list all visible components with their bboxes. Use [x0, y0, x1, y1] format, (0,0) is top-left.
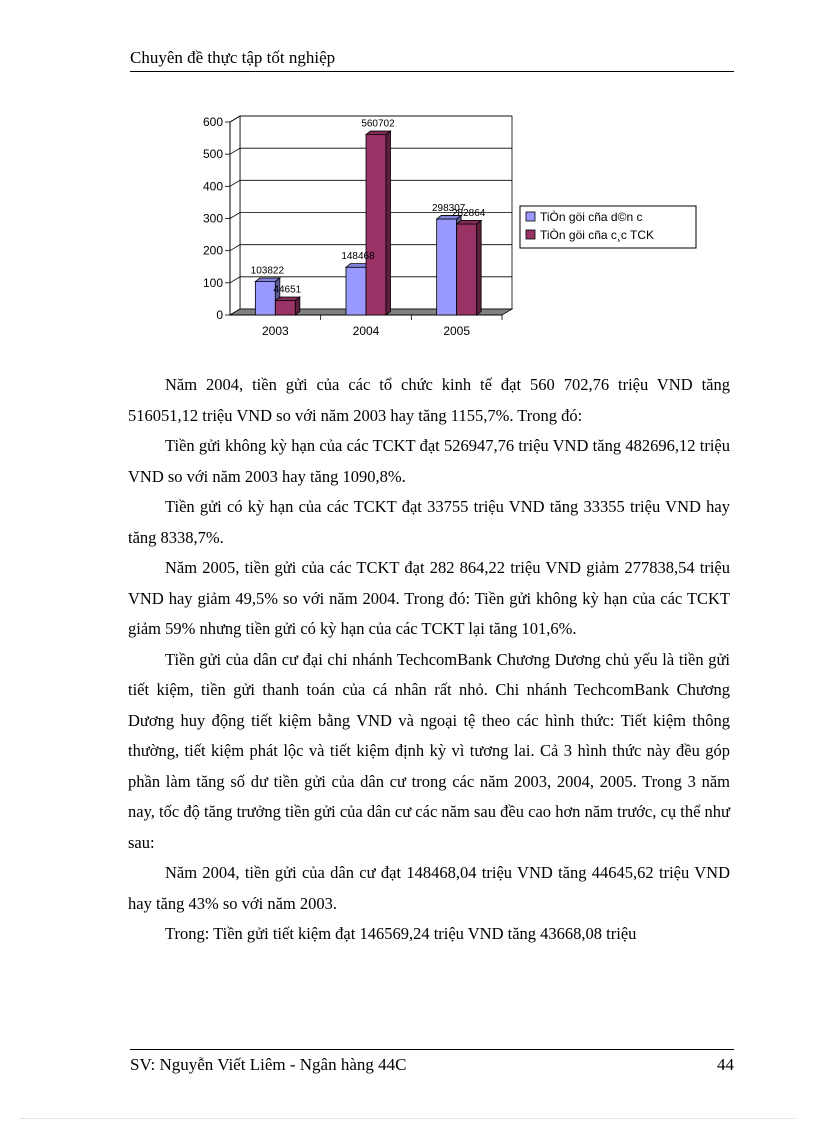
data-label: 560702 — [361, 118, 395, 130]
y-tick-label: 200 — [202, 243, 223, 258]
data-label: 44651 — [273, 284, 302, 296]
bar-0-2004 — [346, 267, 366, 315]
bar-0-2003 — [255, 282, 275, 315]
x-tick-label: 2004 — [352, 324, 380, 338]
paragraph: Năm 2005, tiền gửi của các TCKT đạt 282 864,22 triệu VND giảm 277838,54 triệu VND hay giảm 49,5% so với năm 2004. Trong đó: Tiền gửi không kỳ hạn của các TCKT giảm 59% nhưng tiền gửi có kỳ hạn của các TCKT lại tăng 101,6%. — [128, 558, 730, 638]
body-text — [128, 370, 730, 950]
header-divider — [130, 71, 734, 72]
x-tick-label: 2005 — [443, 324, 471, 338]
x-tick-label: 2003 — [261, 324, 289, 338]
legend-swatch — [526, 212, 535, 221]
data-label: 103822 — [250, 265, 285, 277]
footer-divider — [130, 1049, 734, 1050]
bar-side-1-2005 — [477, 220, 482, 315]
bar-1-2003 — [275, 301, 295, 315]
paragraph: Tiền gửi không kỳ hạn của các TCKT đạt 526947,76 triệu VND tăng 482696,12 triệu VND so với năm 2003 hay tăng 1090,8%. — [128, 436, 730, 486]
chart-legend — [520, 206, 696, 248]
bar-0-2005 — [437, 219, 457, 315]
deposit-bar-chart — [190, 110, 710, 340]
paragraph: Năm 2004, tiền gửi của các tổ chức kinh tế đạt 560 702,76 triệu VND tăng 516051,12 triệu VND so với năm 2003 hay tăng 1155,7%. Trong đó: — [128, 375, 730, 425]
bar-side-1-2004 — [386, 131, 391, 315]
bar-1-2005 — [457, 224, 477, 315]
paragraph: Trong: Tiền gửi tiết kiệm đạt 146569,24 triệu VND tăng 43668,08 triệu — [165, 924, 637, 943]
footer-author: SV: Nguyễn Viết Liêm - Ngân hàng 44C — [130, 1055, 407, 1074]
legend-label: TiÒn göi cña d©n c — [540, 210, 643, 224]
data-label: 298307 — [431, 203, 466, 215]
bar-1-2004 — [366, 135, 386, 315]
legend-label: TiÒn göi cña c¸c TCK — [540, 228, 655, 242]
paragraph: Tiền gửi có kỳ hạn của các TCKT đạt 33755 triệu VND tăng 33355 triệu VND hay tăng 8338,7%. — [128, 497, 730, 547]
y-tick-label: 400 — [202, 179, 223, 194]
data-label: 282864 — [451, 208, 486, 220]
paragraph: Tiền gửi của dân cư đại chi nhánh TechcomBank Chương Dương chủ yếu là tiền gửi tiết kiệm, tiền gửi thanh toán của cá nhân rất nhỏ. Chi nhánh TechcomBank Chương Dương huy động tiết kiệm bằng VND và ngoại tệ theo các hình thức: Tiết kiệm thông thường, tiết kiệm phát lộc và tiết kiệm định kỳ vì tương lai. Cả 3 hình thức này đều góp phần làm tăng số dư tiền gửi của dân cư trong các năm 2003, 2004, 2005. Trong 3 năm nay, tốc độ tăng trưởng tiền gửi của dân cư các năm sau đều cao hơn năm trước, cụ thể như sau: — [128, 649, 730, 852]
y-tick-label: 300 — [202, 211, 223, 226]
paragraph: Năm 2004, tiền gửi của dân cư đạt 148468,04 triệu VND tăng 44645,62 triệu VND hay tăng 43% so với năm 2003. — [128, 863, 730, 913]
page-edge-dotted-line — [20, 1118, 796, 1119]
y-tick-label: 600 — [202, 115, 223, 129]
y-tick-label: 500 — [202, 147, 223, 162]
y-tick-label: 100 — [202, 275, 223, 290]
legend-swatch — [526, 230, 535, 239]
y-tick-label: 0 — [216, 308, 223, 322]
data-label: 148468 — [341, 251, 375, 263]
page-header-title: Chuyên đề thực tập tốt nghiệp — [130, 48, 336, 67]
bar-side-1-2003 — [295, 297, 300, 315]
page-number: 44 — [717, 1055, 734, 1074]
